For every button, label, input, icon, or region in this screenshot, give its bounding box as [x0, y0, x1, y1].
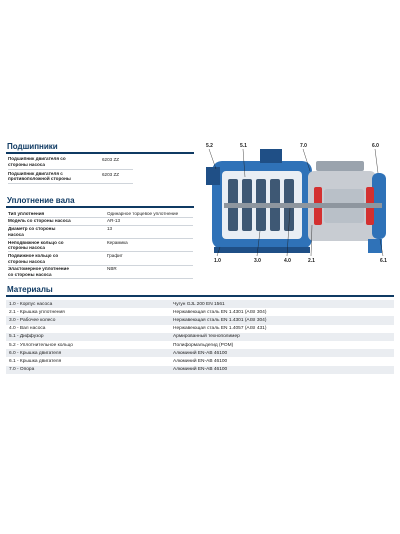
- material-value: Армированный технополимер: [173, 333, 394, 341]
- motor-foot: [368, 239, 382, 253]
- bearings-label: Подшипник двигателя со стороны насоса: [8, 156, 66, 167]
- material-value: Нержавеющая сталь EN 1.4301 (AISI 304): [173, 316, 394, 324]
- materials-row: [6, 325, 394, 333]
- material-part: 2.1 - Крышка уплотнения: [9, 309, 65, 315]
- materials-table: [6, 300, 394, 374]
- bearings-label: Подшипник двигателя с противоположной стороны: [8, 170, 71, 182]
- material-value: Нержавеющая сталь EN 1.4057 (AISI 431): [173, 326, 267, 332]
- materials-row: [6, 308, 394, 316]
- bearings-value: 6203 ZZ: [102, 157, 120, 162]
- motor-fins: [316, 161, 364, 171]
- material-part: 6.0 - Крышка двигателя: [6, 349, 173, 357]
- callout-5-2: 5.2: [206, 143, 213, 149]
- material-part: 1.0 - Корпус насоса: [6, 300, 173, 308]
- material-value: Алюминий EN-AB 46100: [173, 366, 394, 374]
- material-value: Полиформальдегид (POM): [173, 342, 234, 348]
- seal-label: Подвижное кольцо со стороны насоса: [8, 252, 59, 264]
- callout-6-0: 6.0: [372, 143, 379, 149]
- bearings-rule: [6, 152, 194, 154]
- callout-5-1: 5.1: [240, 143, 247, 149]
- seal-label: Модель со стороны насоса: [8, 218, 71, 224]
- bearings-row: [8, 170, 133, 185]
- materials-row: [6, 341, 394, 349]
- material-value: Нержавеющая сталь EN 1.4301 (AISI 304): [173, 309, 267, 315]
- seal-value: 13: [107, 226, 113, 232]
- material-part: 5.1 - Диффузор: [6, 333, 173, 341]
- seal-row: [8, 266, 193, 279]
- seal-row: [8, 218, 193, 226]
- pump-base: [214, 247, 310, 253]
- callout-6-1: 6.1: [380, 258, 387, 264]
- callout-3-0: 3.0: [254, 258, 261, 264]
- materials-row: [6, 366, 394, 374]
- seal-label: Тип уплотнения: [8, 210, 45, 216]
- material-part: 6.1 - Крышка двигателя: [9, 358, 62, 364]
- bearings-value: 6203 ZZ: [102, 171, 120, 177]
- seal-title: Уплотнение вала: [7, 196, 75, 205]
- callout-4-0: 4.0: [284, 258, 291, 264]
- seal-row: [8, 226, 193, 239]
- pump-inlet-flange: [206, 167, 220, 185]
- bearings-table: [8, 155, 133, 184]
- material-value: Алюминий EN-AB 46100: [173, 349, 394, 357]
- materials-row: [6, 333, 394, 341]
- material-part: 3.0 - Рабочее колесо: [6, 316, 173, 324]
- materials-title: Материалы: [7, 285, 53, 294]
- seal-table: [8, 210, 193, 279]
- callout-7-0: 7.0: [300, 143, 307, 149]
- callout-2-1: 2.1: [308, 258, 315, 264]
- seal-value: NBR: [107, 266, 117, 272]
- bearings-row: [8, 155, 133, 170]
- pump-outlet-flange: [260, 149, 282, 163]
- material-part: 5.2 - Уплотнительное кольцо: [9, 342, 73, 348]
- seal-rule: [6, 206, 194, 208]
- material-part: 7.0 - Опора: [6, 366, 173, 374]
- pump-shaft: [224, 203, 382, 208]
- seal-row: [8, 210, 193, 218]
- materials-rule: [6, 295, 394, 297]
- material-part: 4.0 - Вал насоса: [9, 326, 46, 332]
- material-value: Чугун GJL 200 EN 1561: [173, 300, 394, 308]
- bearings-title: Подшипники: [7, 142, 58, 151]
- material-value: Алюминий EN-AB 46100: [173, 358, 228, 364]
- seal-value: AR-13: [107, 218, 121, 224]
- materials-row: [6, 300, 394, 308]
- seal-value: Одинарное торцевое уплотнение: [107, 210, 179, 216]
- seal-label: Неподвижное кольцо со стороны насоса: [8, 239, 64, 251]
- materials-row: [6, 316, 394, 324]
- materials-row: [6, 357, 394, 365]
- seal-label: Диаметр со стороны насоса: [8, 226, 56, 237]
- pump-cross-section-diagram: [200, 139, 396, 265]
- seal-row: [8, 252, 193, 265]
- seal-value: Керамика: [107, 239, 128, 245]
- seal-row: [8, 239, 193, 252]
- seal-label: Эластомерное уплотнение со стороны насоса: [8, 266, 69, 277]
- materials-row: [6, 349, 394, 357]
- callout-1-0: 1.0: [214, 258, 221, 264]
- seal-value: Графит: [107, 252, 123, 258]
